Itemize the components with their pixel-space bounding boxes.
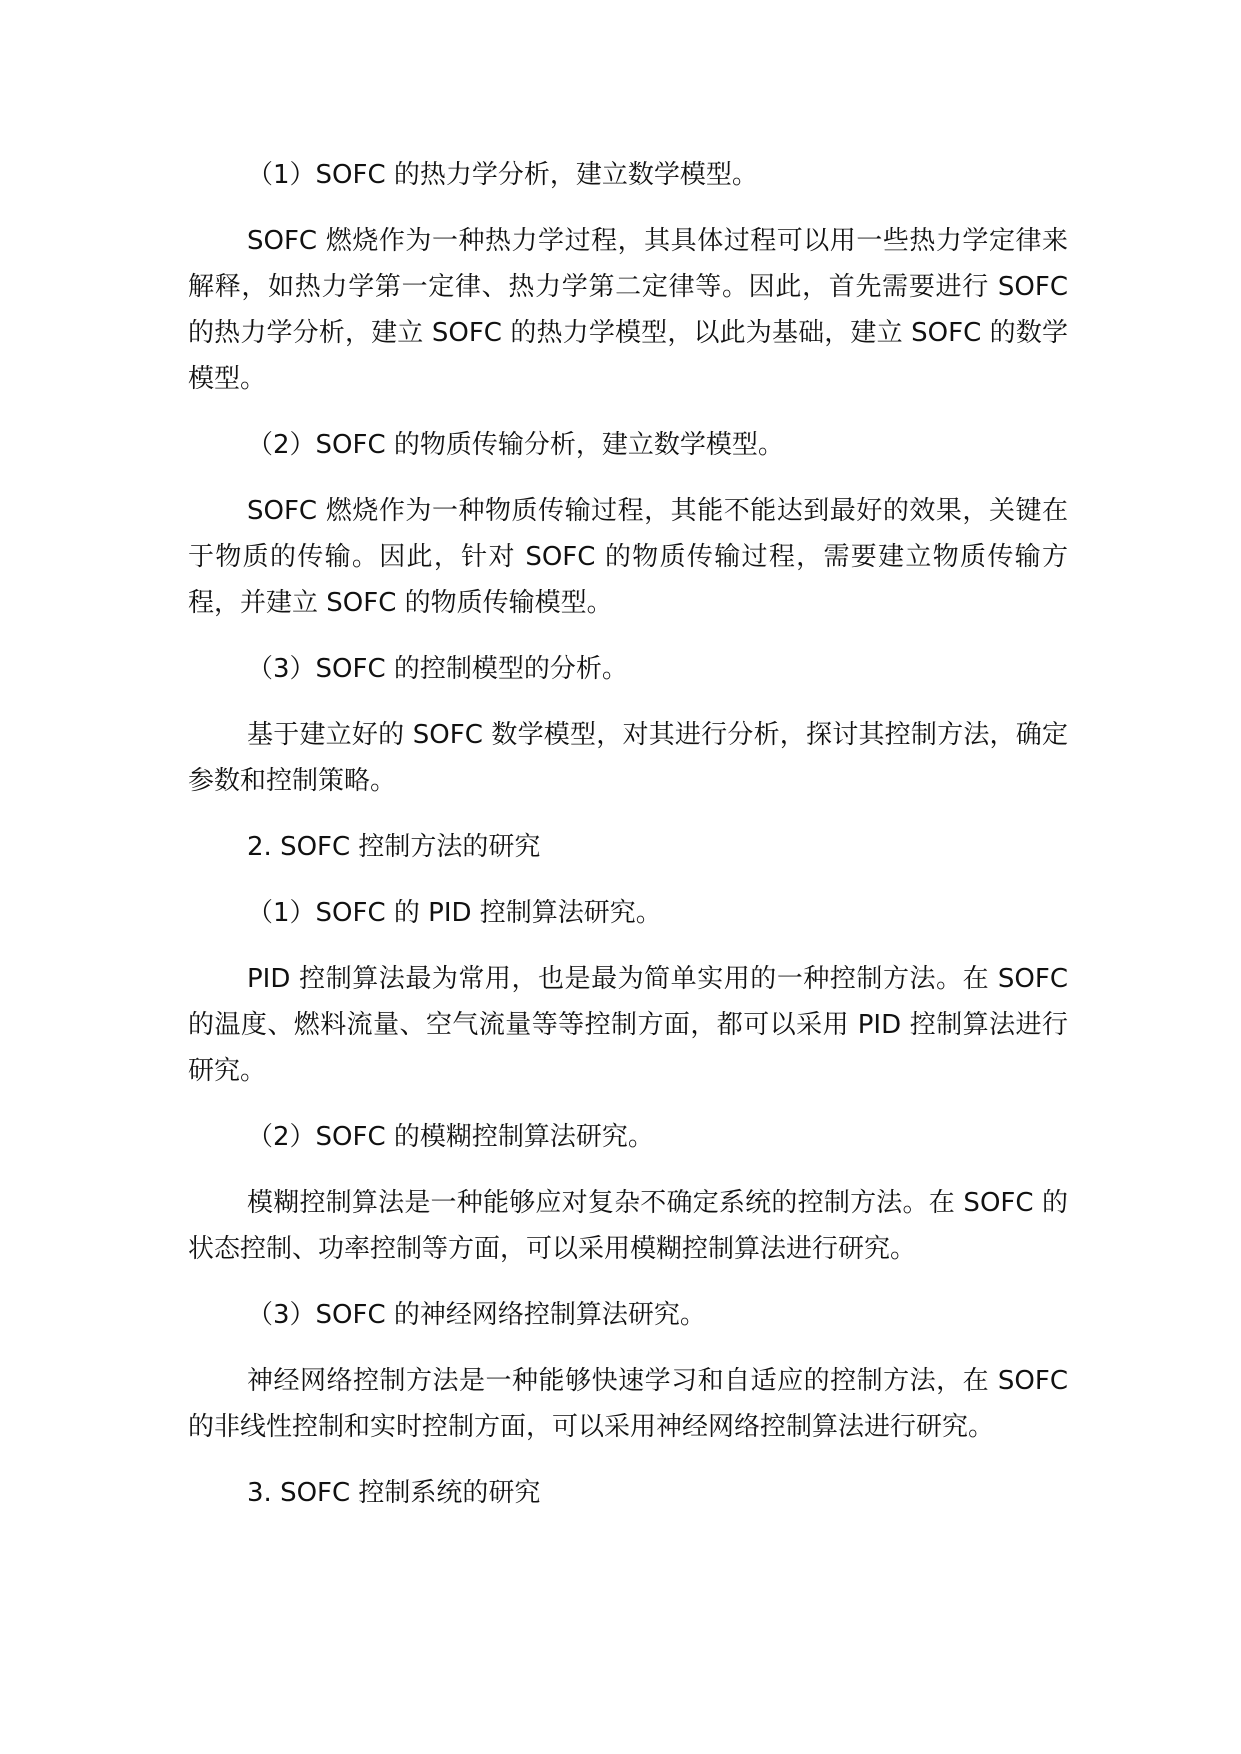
- paragraph-fuzzy-control: 模糊控制算法是一种能够应对复杂不确定系统的控制方法。在 SOFC 的状态控制、功率控制等方面，可以采用模糊控制算法进行研究。: [188, 1188, 1068, 1264]
- paragraph-control-model-analysis: 基于建立好的 SOFC 数学模型，对其进行分析，探讨其控制方法，确定参数和控制策略。: [188, 720, 1068, 796]
- section-heading-control-methods: 2. SOFC 控制方法的研究: [247, 832, 541, 862]
- subheading-pid-control: （1）SOFC 的 PID 控制算法研究。: [247, 898, 662, 928]
- subheading-mass-transfer-analysis: （2）SOFC 的物质传输分析，建立数学模型。: [247, 430, 784, 460]
- subheading-thermo-analysis: （1）SOFC 的热力学分析，建立数学模型。: [247, 160, 758, 190]
- document-body: [188, 152, 1068, 1536]
- subheading-neural-network-control: （3）SOFC 的神经网络控制算法研究。: [247, 1300, 706, 1330]
- section-heading-control-system: 3. SOFC 控制系统的研究: [247, 1478, 541, 1508]
- subheading-fuzzy-control: （2）SOFC 的模糊控制算法研究。: [247, 1122, 654, 1152]
- paragraph-pid-control: PID 控制算法最为常用，也是最为简单实用的一种控制方法。在 SOFC 的温度、燃料流量、空气流量等等控制方面，都可以采用 PID 控制算法进行研究。: [188, 964, 1068, 1086]
- paragraph-thermo-analysis: SOFC 燃烧作为一种热力学过程，其具体过程可以用一些热力学定律来解释，如热力学第一定律、热力学第二定律等。因此，首先需要进行 SOFC 的热力学分析，建立 SOFC 的热力学模型，以此为基础，建立 SOFC 的数学模型。: [188, 226, 1068, 394]
- subheading-control-model-analysis: （3）SOFC 的控制模型的分析。: [247, 654, 628, 684]
- paragraph-neural-network-control: 神经网络控制方法是一种能够快速学习和自适应的控制方法，在 SOFC 的非线性控制和实时控制方面，可以采用神经网络控制算法进行研究。: [188, 1366, 1068, 1442]
- paragraph-mass-transfer-analysis: SOFC 燃烧作为一种物质传输过程，其能不能达到最好的效果，关键在于物质的传输。因此，针对 SOFC 的物质传输过程，需要建立物质传输方程，并建立 SOFC 的物质传输模型。: [188, 496, 1068, 618]
